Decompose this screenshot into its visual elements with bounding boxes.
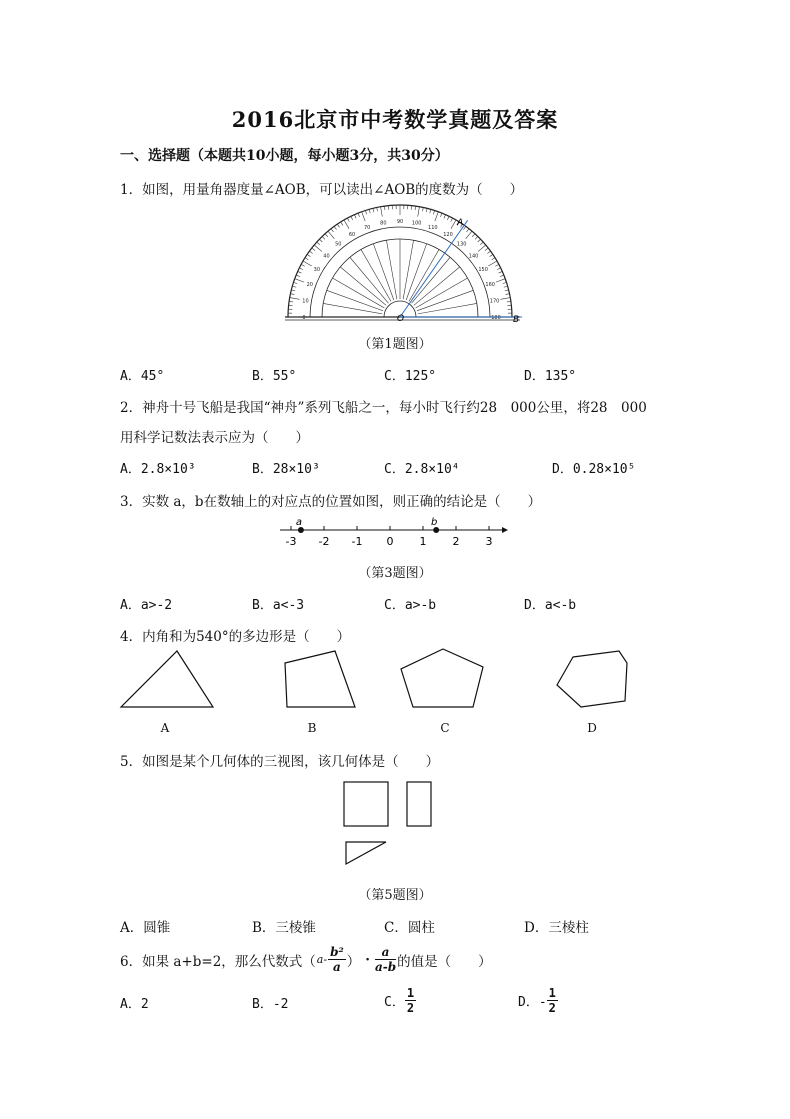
protractor-tick: [499, 271, 503, 273]
protractor-tick: [463, 226, 465, 229]
q6-option-b[interactable]: B．-2: [252, 997, 289, 1012]
label-b: B: [513, 315, 520, 325]
question-3-text: 3．实数 a，b在数轴上的对应点的位置如图，则正确的结论是（ ）: [120, 494, 542, 510]
protractor-tick: [435, 212, 438, 221]
page-title: 2016北京市中考数学真题及答案: [231, 107, 559, 132]
protractor-tick: [488, 261, 497, 266]
side-view: [407, 782, 431, 826]
protractor-tick: [331, 229, 333, 232]
protractor-tick: [351, 216, 353, 220]
protractor-tick: [422, 207, 423, 211]
protractor-tick: [433, 210, 434, 214]
protractor-scale-label: 60: [348, 231, 356, 238]
protractor-tick: [507, 301, 511, 302]
q6-suffix: 的值是（ ）: [397, 953, 492, 970]
protractor-tick: [415, 206, 416, 210]
protractor-tick: [365, 210, 366, 214]
polygon-label-a[interactable]: A: [160, 721, 170, 735]
protractor-tick: [322, 236, 325, 239]
protractor-tick: [295, 279, 304, 282]
protractor-tick: [307, 254, 310, 256]
protractor-tick: [466, 231, 472, 239]
q2-option-b[interactable]: B．28×10³: [252, 462, 320, 477]
protractor-radial-line: [323, 303, 382, 313]
protractor-tick: [480, 242, 483, 245]
protractor-tick: [506, 294, 510, 295]
protractor-tick: [362, 212, 365, 221]
q2-option-c[interactable]: C．2.8×10⁴: [384, 462, 460, 477]
protractor-scale-label: 130: [456, 241, 467, 248]
number-line-tick-label: 1: [419, 535, 427, 548]
protractor-tick: [485, 248, 488, 250]
protractor-tick: [290, 294, 294, 295]
protractor-scale-label: 180: [491, 315, 501, 321]
q6-dot: ·: [365, 951, 370, 968]
protractor-tick: [369, 209, 370, 213]
protractor-figure: [285, 195, 525, 327]
protractor-radial-line: [403, 240, 413, 299]
protractor-tick: [347, 218, 349, 222]
protractor-tick: [504, 286, 508, 287]
q5-option-d[interactable]: D．三棱柱: [524, 920, 589, 936]
protractor-scale-label: 150: [478, 267, 488, 273]
protractor-tick: [373, 208, 374, 212]
protractor-tick: [292, 286, 296, 287]
protractor-tick: [497, 268, 501, 270]
polygons-figure: [115, 645, 640, 715]
pentagon-shape: [401, 649, 483, 707]
protractor-scale-label: 0: [302, 315, 306, 321]
protractor-radial-line: [386, 240, 396, 299]
number-line-ticks: [286, 526, 493, 548]
q3-option-a[interactable]: A．a>-2: [120, 598, 173, 613]
protractor-tick: [319, 239, 322, 242]
protractor-scale-label: 40: [323, 253, 330, 260]
protractor-scale-label: 170: [489, 298, 500, 305]
protractor-tick: [337, 224, 339, 227]
protractor-tick: [314, 245, 322, 251]
protractor-tick: [293, 282, 297, 283]
protractor-scale-label: 80: [380, 220, 387, 227]
label-a: A: [457, 218, 464, 228]
number-line-tick-label: -3: [285, 535, 297, 548]
protractor-scale-label: 50: [335, 241, 342, 248]
q1-option-b[interactable]: B．55°: [252, 369, 297, 384]
protractor-tick: [301, 264, 305, 266]
number-line-arrow: [502, 527, 508, 533]
protractor-tick: [291, 290, 295, 291]
q1-option-c[interactable]: C．125°: [384, 369, 437, 384]
q2-option-a[interactable]: A．2.8×10³: [120, 462, 196, 477]
protractor-tick: [500, 275, 504, 276]
q2-option-d[interactable]: D．0.28×10⁵: [552, 462, 636, 477]
protractor-tick: [344, 220, 349, 229]
hexagon-shape: [557, 651, 627, 707]
protractor-tick: [290, 298, 300, 300]
protractor-radial-line: [373, 244, 394, 300]
protractor-tick: [354, 215, 356, 219]
q5-option-b[interactable]: B．三棱锥: [252, 920, 316, 936]
protractor-tick: [451, 218, 453, 222]
q3-option-b[interactable]: B．a<-3: [252, 598, 305, 613]
protractor-tick: [503, 282, 507, 283]
point-a-label: a: [295, 517, 302, 528]
three-view-figure: [338, 776, 438, 868]
point-b-label: b: [431, 517, 438, 528]
protractor-tick: [381, 207, 383, 217]
protractor-scale-label: 100: [411, 220, 422, 227]
q6-option-c[interactable]: C． $\frac{1}{2}$: [384, 986, 415, 1015]
protractor-scale-label: 110: [428, 224, 438, 231]
protractor-tick: [426, 208, 427, 212]
question-2-line-1: 2．神舟十号飞船是我国“神舟”系列飞船之一，每小时飞行约28 000公里，将28 000: [120, 400, 647, 416]
protractor-tick: [309, 251, 312, 253]
question-4-text: 4．内角和为540°的多边形是（ ）: [120, 629, 351, 645]
number-line-tick-label: 0: [386, 535, 394, 548]
quadrilateral-shape: [285, 651, 355, 707]
top-view: [346, 842, 386, 864]
protractor-tick: [296, 275, 300, 276]
q6-fraction-2: $\frac{a}{a-b}$: [374, 945, 397, 974]
protractor-tick: [299, 268, 303, 270]
label-o: O: [397, 314, 405, 324]
protractor-tick: [305, 258, 308, 260]
protractor-tick: [384, 206, 385, 210]
protractor-tick: [289, 301, 293, 302]
protractor-scale-label: 120: [443, 231, 453, 238]
q3-option-d[interactable]: D．a<-b: [524, 598, 577, 613]
protractor-tick: [447, 216, 449, 220]
question-6-text: [120, 945, 492, 974]
polygon-label-d[interactable]: D: [587, 721, 597, 735]
q6-prefix: 6．如果 a+b=2，那么代数式（: [120, 953, 316, 970]
question-5-text: 5．如图是某个几何体的三视图，该几何体是（ ）: [120, 754, 440, 770]
protractor-tick: [317, 242, 320, 245]
protractor-tick: [418, 207, 420, 217]
protractor-radial-line: [418, 303, 477, 313]
protractor-tick: [495, 264, 499, 266]
q6-a-minus: a-: [316, 953, 328, 966]
protractor-tick: [298, 271, 302, 273]
protractor-radial-line: [406, 244, 427, 300]
protractor-tick: [478, 245, 486, 251]
q6-option-a[interactable]: A．2: [120, 997, 149, 1012]
protractor-tick: [451, 220, 456, 229]
protractor-tick: [430, 209, 431, 213]
number-line-tick-label: -1: [351, 535, 363, 548]
question-1-text: 1．如图，用量角器度量∠AOB，可以读出∠AOB的度数为（ ）: [120, 182, 524, 198]
protractor-tick: [312, 248, 315, 250]
protractor-tick: [444, 215, 446, 219]
protractor-tick: [440, 213, 441, 217]
protractor-radial-line: [327, 290, 383, 311]
number-line-tick-label: 3: [485, 535, 493, 548]
protractor-tick: [303, 261, 312, 266]
number-line-figure: [270, 514, 515, 554]
protractor-tick: [487, 251, 490, 253]
q6-close-paren: ）: [346, 953, 361, 970]
protractor-tick: [334, 226, 336, 229]
protractor-tick: [478, 239, 481, 242]
protractor-tick: [358, 213, 359, 217]
figure-3-caption: （第3题图）: [358, 566, 432, 581]
protractor-scale-label: 160: [485, 282, 495, 289]
q5-option-a[interactable]: A．圆锥: [120, 920, 171, 936]
protractor-scale-label: 70: [363, 224, 371, 231]
question-2-line-2: 用科学记数法表示应为（ ）: [120, 430, 309, 446]
number-line-tick-label: 2: [452, 535, 460, 548]
protractor-scale-label: 30: [313, 267, 321, 273]
protractor-tick: [466, 229, 468, 232]
q3-option-c[interactable]: C．a>-b: [384, 598, 437, 613]
protractor-tick: [341, 222, 343, 225]
section-heading: 一、选择题（本题共10小题，每小题3分，共30分）: [120, 148, 449, 164]
triangle-shape: [121, 651, 213, 707]
number-line-tick-label: -2: [318, 535, 330, 548]
protractor-tick: [328, 231, 334, 239]
protractor-scale-label: 90: [396, 219, 404, 225]
protractor-tick: [475, 236, 478, 239]
protractor-scale-label: 20: [306, 282, 313, 289]
protractor-tick: [496, 279, 505, 282]
protractor-radial-line: [417, 290, 473, 311]
protractor: [285, 205, 522, 321]
q6-option-d-fraction: $\frac{1}{2}$: [548, 986, 556, 1015]
protractor-tick: [490, 254, 493, 256]
front-view: [344, 782, 388, 826]
q6-option-c-fraction: $\frac{1}{2}$: [406, 986, 415, 1015]
q1-option-a[interactable]: A．45°: [120, 369, 165, 384]
protractor-scale-label: 10: [302, 298, 309, 305]
protractor-tick: [500, 298, 510, 300]
polygon-label-c[interactable]: C: [440, 721, 450, 735]
protractor-tick: [325, 234, 328, 237]
q6-fraction-1: $\frac{\text{b²}}{a}$: [330, 945, 344, 974]
q5-option-c[interactable]: C．圆柱: [384, 920, 435, 936]
protractor-scale-label: 140: [468, 253, 479, 260]
polygon-label-b[interactable]: B: [307, 721, 317, 735]
q1-option-d[interactable]: D．135°: [524, 369, 577, 384]
protractor-tick: [377, 207, 378, 211]
protractor-tick: [472, 234, 475, 237]
figure-1-caption: （第1题图）: [358, 337, 432, 352]
figure-5-caption: （第5题图）: [358, 888, 432, 903]
q6-option-d[interactable]: D．- $\frac{1}{2}$: [518, 986, 556, 1015]
protractor-tick: [492, 258, 495, 260]
protractor-tick: [505, 290, 509, 291]
